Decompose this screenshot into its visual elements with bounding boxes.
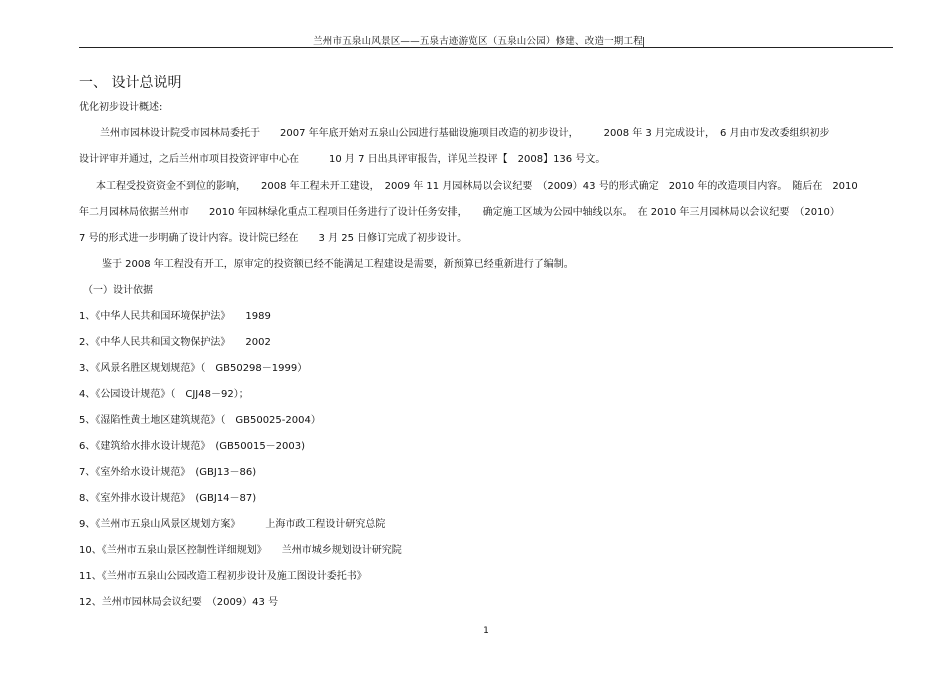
paragraph-3-line-1: 鉴于 2008 年工程没有开工，原审定的投资额已经不能满足工程建设是需要，新预算已经重新进行了编制。 — [102, 259, 574, 270]
basis-item: 11、《兰州市五泉山公园改造工程初步设计及施工图设计委托书》 — [79, 571, 367, 582]
paragraph-1-line-2: 设计评审并通过，之后兰州市项目投资评审中心在 10 月 7 日出具评审报告，详见兰投评【 2008】136 号文。 — [79, 154, 606, 165]
basis-heading: （一）设计依据 — [83, 285, 153, 296]
paragraph-2-line-2: 年二月园林局依据兰州市 2010 年园林绿化重点工程项目任务进行了设计任务安排， 确定施工区域为公园中轴线以东。 在 2010 年三月园林局以会议纪要 （2010） — [79, 207, 840, 218]
basis-item: 9、《兰州市五泉山风景区规划方案》 上海市政工程设计研究总院 — [79, 519, 386, 530]
basis-item: 6、《建筑给水排水设计规范》 (GB50015－2003) — [79, 441, 306, 452]
basis-item: 12、兰州市园林局会议纪要 （2009）43 号 — [79, 597, 279, 608]
overview-heading: 优化初步设计概述: — [79, 102, 163, 113]
paragraph-2-line-1: 本工程受投资资金不到位的影响， 2008 年工程未开工建设， 2009 年 11 月园林局以会议纪要 （2009）43 号的形式确定 2010 年的改造项目内容。 随后在 2010 — [96, 181, 858, 192]
header-tick — [643, 37, 644, 47]
basis-item: 4、《公园设计规范》（ CJJ48－92）； — [79, 389, 249, 400]
running-header: 兰州市五泉山风景区——五泉古迹游览区（五泉山公园）修建、改造一期工程 — [313, 36, 643, 47]
basis-item: 3、《风景名胜区规划规范》（ GB50298－1999） — [79, 363, 308, 374]
basis-item: 8、《室外排水设计规范》 (GBJ14－87) — [79, 493, 257, 504]
page-number: 1 — [483, 626, 489, 636]
section-title: 一、 设计总说明 — [79, 75, 182, 91]
paragraph-2-line-3: 7 号的形式进一步明确了设计内容。设计院已经在 3 月 25 日修订完成了初步设计。 — [79, 233, 468, 244]
basis-item: 2、《中华人民共和国文物保护法》 2002 — [79, 337, 271, 348]
basis-item: 7、《室外给水设计规范》 (GBJ13－86) — [79, 467, 257, 478]
basis-item: 1、《中华人民共和国环境保护法》 1989 — [79, 311, 271, 322]
paragraph-1-line-1: 兰州市园林设计院受市园林局委托于 2007 年年底开始对五泉山公园进行基础设施项目改造的初步设计， 2008 年 3 月完成设计， 6 月由市发改委组织初步 — [100, 128, 830, 139]
basis-item: 10、《兰州市五泉山景区控制性详细规划》 兰州市城乡规划设计研究院 — [79, 545, 402, 556]
header-rule — [79, 47, 893, 48]
basis-item: 5、《湿陷性黄土地区建筑规范》（ GB50025-2004） — [79, 415, 321, 426]
